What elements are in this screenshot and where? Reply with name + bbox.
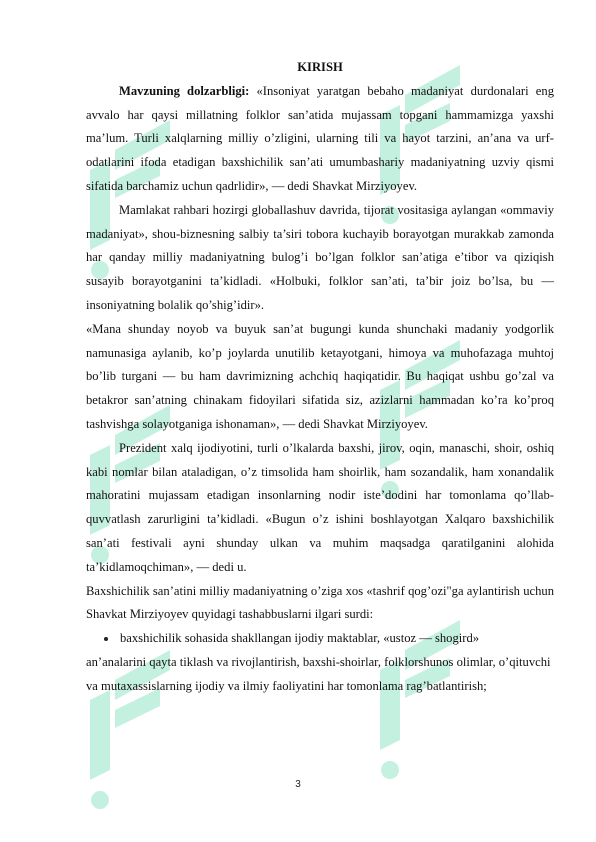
paragraph-relevance — [86, 80, 554, 199]
paragraph-president: Prezident xalq ijodiyotini, turli o’lkalarda baxshi, jirov, oqin, manaschi, shoir, oshiq kabi nomlar bilan ataladigan, o’z timsolida ham shoirlik, ham sozandalik, ham xonandalik mahoratini mujassam etadigan insonlarning nodir iste’dodini har tomonlama qo’llab-quvvatlash zarurligini ta’kidladi. «Bugun o’z ishini boshlayotgan Xalqaro baxshichilik san’ati festivali ayni shunday ulkan va muhim maqsadga qaratilganini alohida ta’kidlamoqchiman», — dedi u. — [86, 440, 554, 574]
paragraph-quote: «Mana shunday noyob va buyuk san’at bugungi kunda shunchaki madaniy yodgorlik namunasiga aylanib, ko’p joylarda unutilib ketayotgani, himoya va muhofazaga muhtoj bo’lib turgani — bu ham davrimizning achchiq haqiqatidir. Bu haqiqat ushbu go’zal va betakror san’atning chinakam fidoyilari sifatida siz, azizlarni hammadan ko’ra ko’proq tashvishga solayotganiga ishonaman», — dedi Shavkat Mirziyoyev. — [86, 321, 554, 431]
page-title: KIRISH — [297, 60, 343, 74]
list-item-continuation: an’analarini qayta tiklash va rivojlantirish, baxshi-shoirlar, folklorshunos olimlar, o’qituvchi va mutaxassislarning ijodiy va ilmiy faoliyatini har tomonlama rag’batlantirish; — [86, 654, 551, 693]
paragraph-globalization: Mamlakat rahbari hozirgi globallashuv davrida, tijorat vositasiga aylangan «ommaviy madaniyat», shou-biznesning salbiy ta’siri tobora kuchayib borayotgan murakkab zamonda har qanday milliy madaniyatning bulog’i bo’lgan folklor san’atiga e’tibor va qiziqish susayib borayotganini ta’kidladi. «Holbuki, folklor san’ati, ta’bir joiz bo’lsa, bu — insoniyatning bolalik qo’shig’idir». — [86, 202, 554, 312]
paragraph-initiatives: Baxshichilik san’atini milliy madaniyatning o’ziga xos «tashrif qog’ozi"ga aylantirish uchun Shavkat Mirziyoyev quyidagi tashabbuslarni ilgari surdi: — [86, 583, 554, 622]
relevance-lead: Mavzuning dolzarbligi: — [119, 83, 250, 98]
relevance-text: «Insoniyat yaratgan bebaho madaniyat durdonalari eng avvalo har qaysi millatning folklor san’atida mujassam topgani hammamizga yaxshi ma’lum. Turli xalqlarning milliy o’zligini, ularning tili va hayot tarzini, an’ana va urf-odatlarini ifoda etadigan baxshichilik san’ati umumbashariy madaniyatning uzviy qismi sifatida barchamiz uchun qadrlidir», — dedi Shavkat Mirziyoyev. — [86, 83, 554, 193]
list-item: baxshichilik sohasida shakllangan ijodiy maktablar, «ustoz — shogird» — [86, 627, 554, 651]
page-number: 3 — [295, 779, 301, 790]
document-body — [86, 56, 554, 699]
